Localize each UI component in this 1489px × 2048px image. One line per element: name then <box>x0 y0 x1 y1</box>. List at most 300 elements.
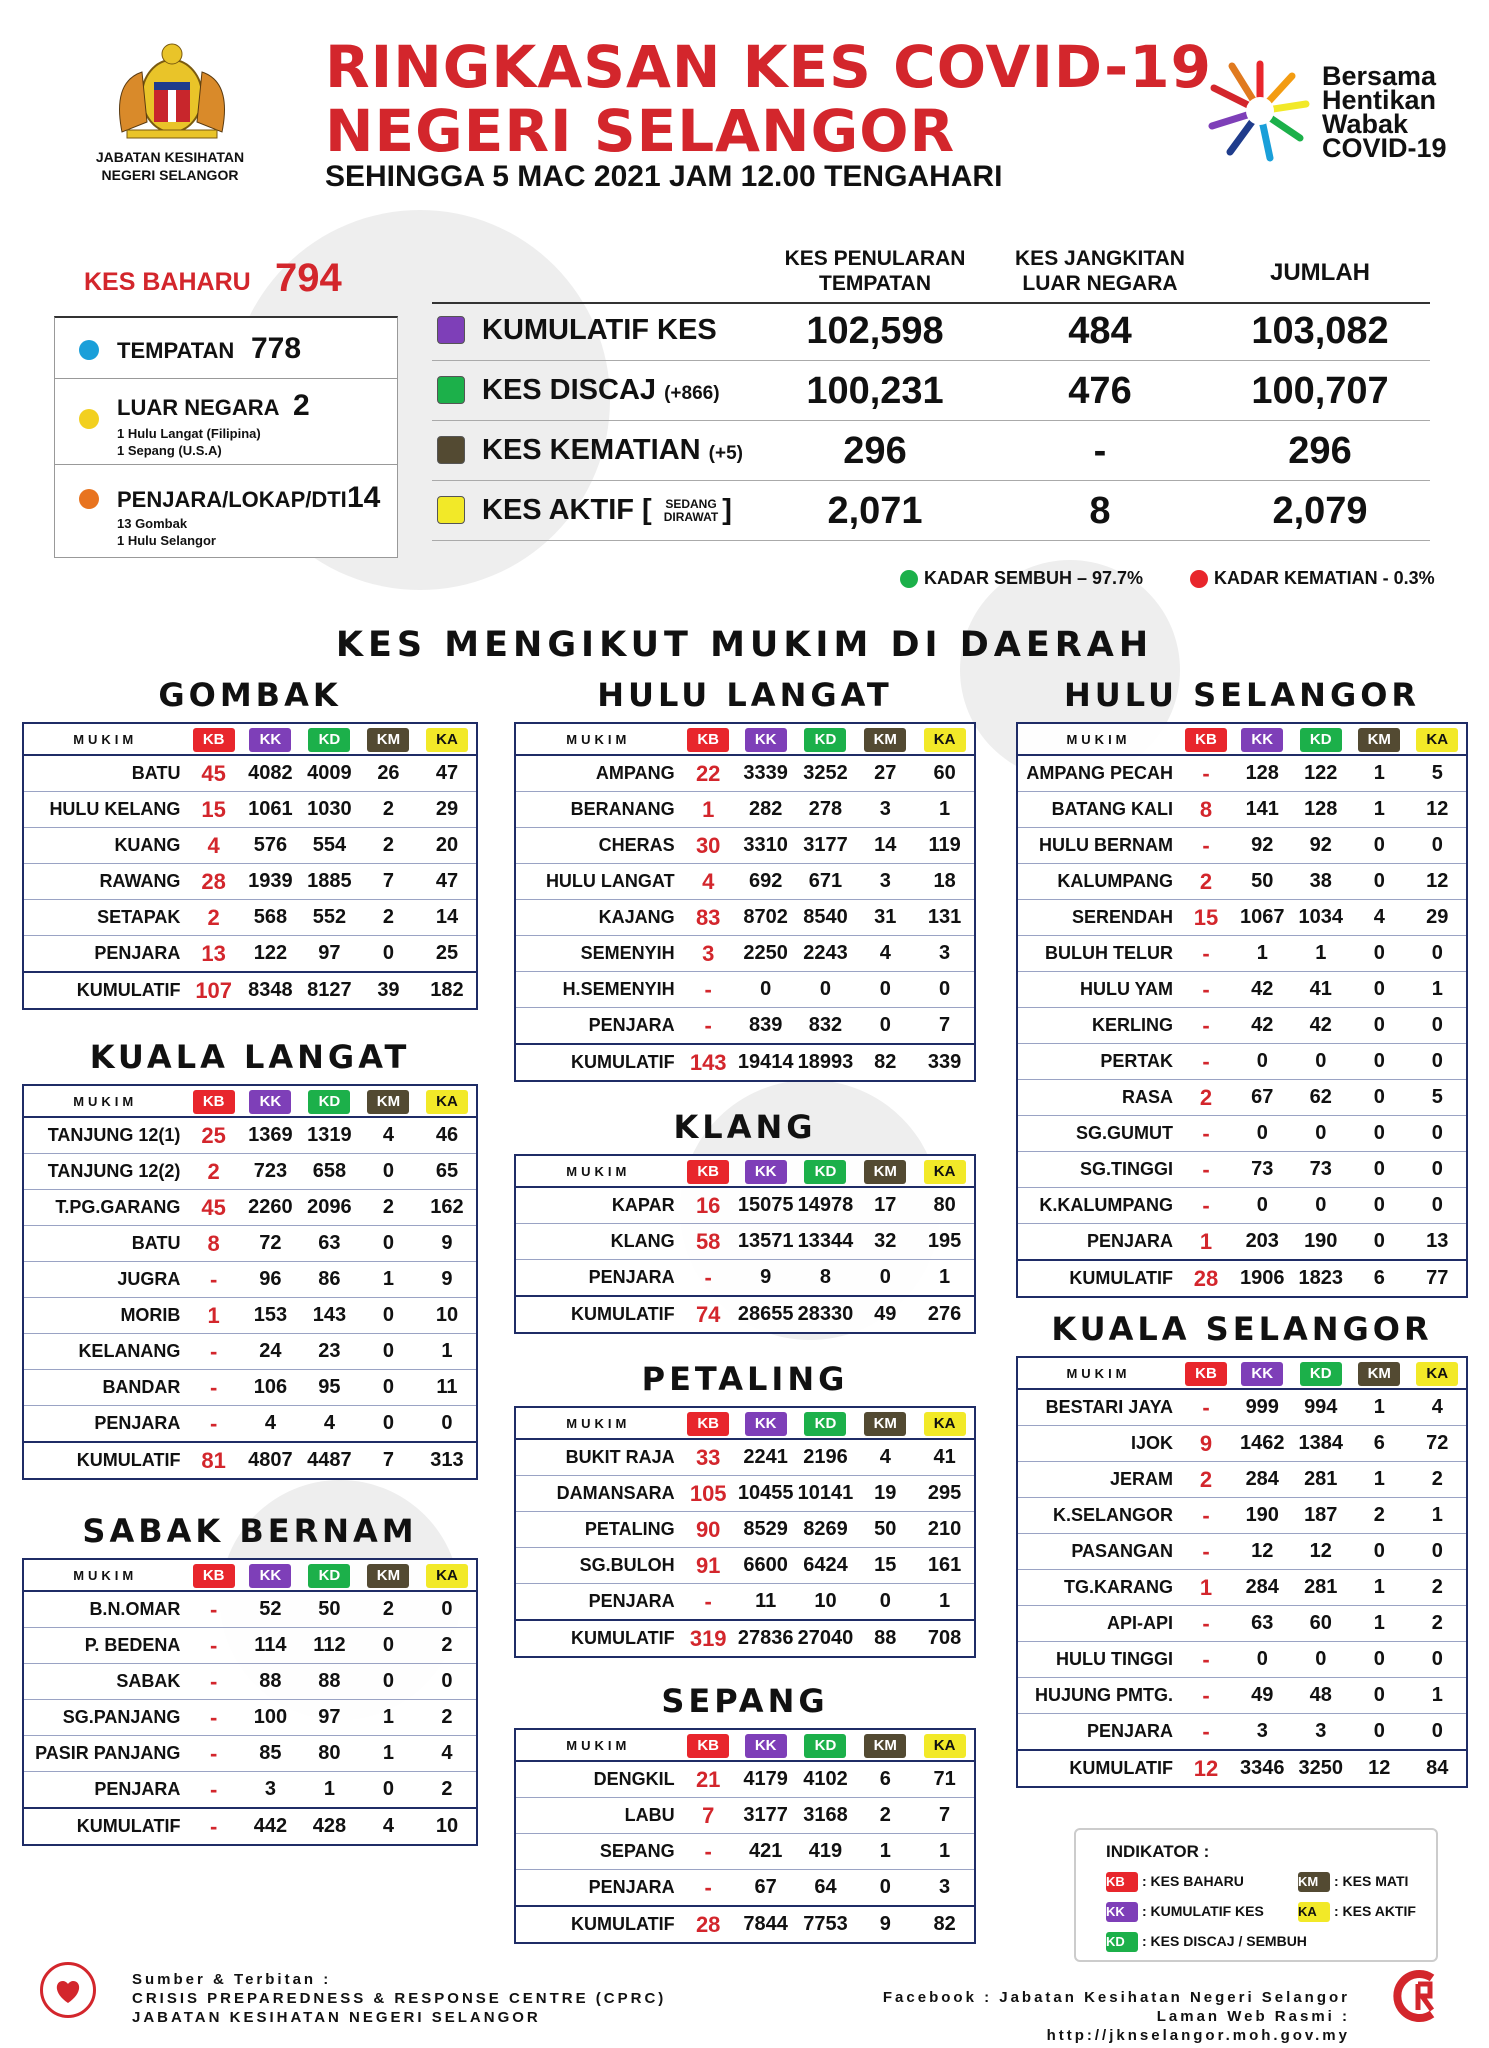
table-row <box>1017 1498 1467 1534</box>
mukim-name: KUMULATIF <box>1017 1260 1179 1297</box>
table-row <box>1017 936 1467 972</box>
value-km: 7 <box>359 1442 418 1479</box>
district-title: KUALA LANGAT <box>89 1038 411 1076</box>
value-ka: 0 <box>1409 936 1468 972</box>
header-kb: KB <box>193 728 235 752</box>
value-ka: 18 <box>915 864 975 900</box>
value-kb: 4 <box>186 828 240 864</box>
value-kd: 3168 <box>796 1798 856 1834</box>
total-row <box>23 1442 477 1479</box>
mukim-name: KAJANG <box>515 900 681 936</box>
total-row <box>515 1620 975 1657</box>
value-km: 6 <box>1350 1426 1409 1462</box>
table-row <box>515 1761 975 1798</box>
page-title-state: NEGERI SELANGOR <box>325 97 956 165</box>
mukim-name: PETALING <box>515 1512 681 1548</box>
total-row <box>23 972 477 1009</box>
mukim-name: KELANANG <box>23 1334 186 1370</box>
value-kk: 73 <box>1233 1152 1292 1188</box>
value-kk: 49 <box>1233 1678 1292 1714</box>
value-ka: 11 <box>418 1370 477 1406</box>
district-table <box>22 722 478 1010</box>
mukim-name: BESTARI JAYA <box>1017 1389 1179 1426</box>
mukim-name: PENJARA <box>23 936 186 973</box>
table-row <box>515 1548 975 1584</box>
value-kk: 9 <box>736 1260 796 1297</box>
value-kb: 13 <box>186 936 240 973</box>
imported-label: LUAR NEGARA <box>117 395 280 420</box>
blue-dot-icon <box>79 340 99 360</box>
summary-label-extra: (+5) <box>708 443 743 464</box>
value-kk: 1369 <box>241 1117 300 1154</box>
mukim-name: B.N.OMAR <box>23 1591 186 1628</box>
table-row <box>515 1008 975 1045</box>
header-kk: KK <box>1241 1362 1283 1386</box>
local-cases-box <box>54 316 398 381</box>
value-kb: - <box>681 1834 736 1870</box>
mukim-name: RASA <box>1017 1080 1179 1116</box>
value-ka: 71 <box>915 1761 975 1798</box>
value-ka: 131 <box>915 900 975 936</box>
value-kd: 92 <box>1292 828 1351 864</box>
table-row <box>23 1700 477 1736</box>
table-row <box>23 755 477 792</box>
header-kb: KB <box>1185 728 1227 752</box>
value-kd: 994 <box>1292 1389 1351 1426</box>
table-row <box>23 828 477 864</box>
value-kd: 97 <box>300 936 359 973</box>
imported-notes: 1 Hulu Langat (Filipina) 1 Sepang (U.S.A) <box>117 426 261 458</box>
value-ka: 0 <box>1409 1008 1468 1044</box>
value-kk: 723 <box>241 1154 300 1190</box>
value-kb: - <box>681 1584 736 1621</box>
value-km: 2 <box>855 1798 915 1834</box>
value-kb: - <box>1179 1389 1233 1426</box>
value-kd: 190 <box>1292 1224 1351 1261</box>
table-row <box>1017 1570 1467 1606</box>
local-label: TEMPATAN <box>117 338 235 363</box>
value-ka: 3 <box>915 1870 975 1907</box>
table-row <box>515 864 975 900</box>
value-kk: 4179 <box>736 1761 796 1798</box>
mukim-name: PENJARA <box>515 1870 681 1907</box>
value-kd: 281 <box>1292 1462 1351 1498</box>
value-kk: 2241 <box>736 1439 796 1476</box>
value-kb: - <box>681 1260 736 1297</box>
value-kb: 45 <box>186 755 240 792</box>
value-kk: 24 <box>241 1334 300 1370</box>
value-kd: 8 <box>796 1260 856 1297</box>
value-kd: 3250 <box>1292 1750 1351 1787</box>
value-km: 0 <box>359 1154 418 1190</box>
value-kd: 1823 <box>1292 1260 1351 1297</box>
value-km: 7 <box>359 864 418 900</box>
header-mukim: MUKIM <box>515 1155 681 1187</box>
value-km: 0 <box>359 1334 418 1370</box>
table-row <box>515 1584 975 1621</box>
value-kk: 96 <box>241 1262 300 1298</box>
mukim-name: K.KALUMPANG <box>1017 1188 1179 1224</box>
value-kb: 15 <box>1179 900 1233 936</box>
value-km: 4 <box>855 936 915 972</box>
value-kd: 1 <box>300 1772 359 1809</box>
header-kb: KB <box>687 1734 729 1758</box>
value-kb: 105 <box>681 1476 736 1512</box>
header-ka: KA <box>1416 1362 1458 1386</box>
mukim-name: AMPANG <box>515 755 681 792</box>
value-kb: - <box>1179 936 1233 972</box>
mukim-name: PENJARA <box>1017 1224 1179 1261</box>
value-ka: 0 <box>418 1406 477 1443</box>
value-km: 2 <box>1350 1498 1409 1534</box>
prison-label: PENJARA/LOKAP/DTI <box>117 487 347 512</box>
imported-cases-box <box>54 378 398 466</box>
value-kb: - <box>186 1406 240 1443</box>
value-kd: 88 <box>300 1664 359 1700</box>
mukim-name: TG.KARANG <box>1017 1570 1179 1606</box>
value-km: 1 <box>1350 1462 1409 1498</box>
value-kd: 1319 <box>300 1117 359 1154</box>
value-ka: 2 <box>418 1700 477 1736</box>
header-kb: KB <box>193 1090 235 1114</box>
value-kk: 42 <box>1233 1008 1292 1044</box>
summary-imported: 8 <box>1089 490 1111 532</box>
header-km: KM <box>367 728 409 752</box>
value-kb: 107 <box>186 972 240 1009</box>
value-km: 1 <box>359 1736 418 1772</box>
table-row <box>23 1628 477 1664</box>
value-kk: 0 <box>736 972 796 1008</box>
value-kd: 42 <box>1292 1008 1351 1044</box>
summary-label: KES KEMATIAN <box>482 434 701 466</box>
value-ka: 10 <box>418 1298 477 1334</box>
value-km: 0 <box>1350 1642 1409 1678</box>
value-kk: 1 <box>1233 936 1292 972</box>
value-kd: 3252 <box>796 755 856 792</box>
header-ka: KA <box>426 1090 468 1114</box>
header-kd: KD <box>804 1412 846 1436</box>
value-ka: 295 <box>915 1476 975 1512</box>
legend-km: KM : KES MATI <box>1298 1872 1408 1892</box>
value-km: 0 <box>855 1870 915 1907</box>
value-kd: 10141 <box>796 1476 856 1512</box>
value-km: 39 <box>359 972 418 1009</box>
value-ka: 0 <box>1409 1044 1468 1080</box>
header-kd: KD <box>804 728 846 752</box>
mukim-name: IJOK <box>1017 1426 1179 1462</box>
value-kb: 1 <box>1179 1224 1233 1261</box>
district-table <box>514 1154 976 1334</box>
district-table <box>22 1084 478 1480</box>
value-kd: 6424 <box>796 1548 856 1584</box>
value-kb: - <box>681 972 736 1008</box>
value-km: 6 <box>855 1761 915 1798</box>
legend-kb: KB : KES BAHARU <box>1106 1872 1244 1892</box>
value-kb: 28 <box>1179 1260 1233 1297</box>
value-kd: 2243 <box>796 936 856 972</box>
value-kb: 8 <box>186 1226 240 1262</box>
value-ka: 2 <box>418 1628 477 1664</box>
mukim-name: KERLING <box>1017 1008 1179 1044</box>
mukim-name: KUMULATIF <box>515 1296 681 1333</box>
campaign-logo-icon <box>1200 56 1320 166</box>
value-kb: - <box>1179 1008 1233 1044</box>
value-kk: 141 <box>1233 792 1292 828</box>
value-ka: 1 <box>418 1334 477 1370</box>
value-kd: 554 <box>300 828 359 864</box>
value-kd: 18993 <box>796 1044 856 1081</box>
value-ka: 9 <box>418 1226 477 1262</box>
value-kd: 4102 <box>796 1761 856 1798</box>
mukim-name: PENJARA <box>23 1772 186 1809</box>
value-kk: 284 <box>1233 1462 1292 1498</box>
value-kk: 67 <box>1233 1080 1292 1116</box>
table-row <box>515 828 975 864</box>
value-km: 0 <box>359 1370 418 1406</box>
imported-value: 2 <box>293 389 310 422</box>
value-km: 0 <box>855 1008 915 1045</box>
value-kb: 4 <box>681 864 736 900</box>
value-km: 0 <box>1350 1008 1409 1044</box>
value-kb: - <box>186 1628 240 1664</box>
value-kd: 1384 <box>1292 1426 1351 1462</box>
value-km: 15 <box>855 1548 915 1584</box>
mukim-name: TANJUNG 12(2) <box>23 1154 186 1190</box>
value-kd: 658 <box>300 1154 359 1190</box>
header-mukim: MUKIM <box>515 1407 681 1439</box>
value-km: 0 <box>1350 1080 1409 1116</box>
district-table <box>514 1728 976 1944</box>
value-ka: 1 <box>1409 972 1468 1008</box>
value-km: 4 <box>359 1117 418 1154</box>
header-kk: KK <box>745 1412 787 1436</box>
footer-source: Sumber & Terbitan : CRISIS PREPAREDNESS & RESPONSE CENTRE (CPRC) JABATAN KESIHATAN NEGERI SELANGOR <box>132 1971 667 2026</box>
value-kk: 190 <box>1233 1498 1292 1534</box>
page-title: RINGKASAN KES COVID-19 <box>325 33 1212 101</box>
header-km: KM <box>367 1090 409 1114</box>
district-title: HULU SELANGOR <box>1063 676 1421 714</box>
value-km: 6 <box>1350 1260 1409 1297</box>
mukim-name: KUMULATIF <box>23 1808 186 1845</box>
value-kd: 73 <box>1292 1152 1351 1188</box>
value-kb: 25 <box>186 1117 240 1154</box>
header-kk: KK <box>745 1734 787 1758</box>
legend-box <box>1074 1828 1438 1962</box>
mukim-name: SEMENYIH <box>515 936 681 972</box>
footer-links: Facebook : Jabatan Kesihatan Negeri Selangor Laman Web Rasmi : http://jknselangor.moh.gov.my <box>882 1989 1350 2044</box>
value-ka: 14 <box>418 900 477 936</box>
value-ka: 195 <box>915 1224 975 1260</box>
table-row <box>1017 1152 1467 1188</box>
value-ka: 25 <box>418 936 477 973</box>
mukim-name: HULU YAM <box>1017 972 1179 1008</box>
mukim-name: KUMULATIF <box>1017 1750 1179 1787</box>
value-kb: 21 <box>681 1761 736 1798</box>
value-kk: 1061 <box>241 792 300 828</box>
value-kk: 3177 <box>736 1798 796 1834</box>
summary-local: 2,071 <box>827 490 923 532</box>
value-km: 9 <box>855 1906 915 1943</box>
local-value: 778 <box>251 332 302 365</box>
kkm-logo-icon <box>40 1962 96 2018</box>
header-mukim: MUKIM <box>1017 1357 1179 1389</box>
table-header-row <box>1017 1357 1467 1389</box>
table-row <box>23 1406 477 1443</box>
header-kb: KB <box>193 1564 235 1588</box>
value-km: 0 <box>359 1226 418 1262</box>
value-kb: 33 <box>681 1439 736 1476</box>
value-kk: 0 <box>1233 1642 1292 1678</box>
value-kk: 3 <box>241 1772 300 1809</box>
value-kd: 4009 <box>300 755 359 792</box>
table-row <box>23 900 477 936</box>
value-km: 14 <box>855 828 915 864</box>
mukim-name: SABAK <box>23 1664 186 1700</box>
table-row <box>1017 1606 1467 1642</box>
mukim-name: SEPANG <box>515 1834 681 1870</box>
value-ka: 0 <box>1409 1642 1468 1678</box>
mukim-name: PENJARA <box>23 1406 186 1443</box>
value-kb: - <box>1179 1188 1233 1224</box>
total-row <box>23 1808 477 1845</box>
value-ka: 0 <box>1409 1116 1468 1152</box>
value-kd: 7753 <box>796 1906 856 1943</box>
green-dot-icon <box>900 570 918 588</box>
value-kd: 48 <box>1292 1678 1351 1714</box>
table-row <box>23 1117 477 1154</box>
value-km: 0 <box>359 1664 418 1700</box>
value-kd: 128 <box>1292 792 1351 828</box>
value-km: 3 <box>855 792 915 828</box>
summary-row: KES AKTIF [ SEDANG DIRAWAT ] 2,071 8 2,079 <box>432 482 1430 541</box>
district-title: GOMBAK <box>158 676 342 714</box>
value-kk: 128 <box>1233 755 1292 792</box>
table-row <box>515 1476 975 1512</box>
table-row <box>1017 972 1467 1008</box>
value-kb: - <box>1179 1642 1233 1678</box>
value-kd: 2096 <box>300 1190 359 1226</box>
table-row <box>23 1772 477 1809</box>
table-row <box>515 1798 975 1834</box>
header-ka: KA <box>1416 728 1458 752</box>
value-kd: 0 <box>1292 1116 1351 1152</box>
value-ka: 1 <box>915 1260 975 1297</box>
table-row <box>515 1870 975 1907</box>
table-header-row <box>515 723 975 755</box>
value-kk: 2260 <box>241 1190 300 1226</box>
value-ka: 210 <box>915 1512 975 1548</box>
header-kk: KK <box>745 1160 787 1184</box>
value-kd: 10 <box>796 1584 856 1621</box>
district-table <box>514 1406 976 1658</box>
table-row <box>23 1226 477 1262</box>
summary-row <box>432 362 1430 421</box>
value-kk: 72 <box>241 1226 300 1262</box>
value-kb: 1 <box>1179 1570 1233 1606</box>
mukim-name: HUJUNG PMTG. <box>1017 1678 1179 1714</box>
summary-imported: - <box>1093 430 1107 472</box>
value-kb: - <box>1179 1714 1233 1751</box>
mukim-name: PASANGAN <box>1017 1534 1179 1570</box>
table-row <box>1017 1188 1467 1224</box>
header-kd: KD <box>804 1734 846 1758</box>
value-ka: 29 <box>418 792 477 828</box>
value-kb: - <box>186 1664 240 1700</box>
header-ka: KA <box>426 1564 468 1588</box>
value-ka: 82 <box>915 1906 975 1943</box>
header-km: KM <box>864 728 906 752</box>
value-kb: 319 <box>681 1620 736 1657</box>
value-kd: 95 <box>300 1370 359 1406</box>
summary-total: 100,707 <box>1251 370 1389 412</box>
value-kd: 419 <box>796 1834 856 1870</box>
header-imported: KES JANGKITAN LUAR NEGARA <box>1015 247 1185 295</box>
value-ka: 0 <box>1409 1152 1468 1188</box>
value-kk: 50 <box>1233 864 1292 900</box>
value-ka: 1 <box>915 1584 975 1621</box>
summary-label: KES DISCAJ <box>482 374 657 406</box>
value-kd: 278 <box>796 792 856 828</box>
mukim-name: KUMULATIF <box>23 972 186 1009</box>
mukim-name: DAMANSARA <box>515 1476 681 1512</box>
value-ka: 0 <box>418 1591 477 1628</box>
value-kd: 832 <box>796 1008 856 1045</box>
value-km: 0 <box>359 1298 418 1334</box>
value-kk: 114 <box>241 1628 300 1664</box>
value-ka: 77 <box>1409 1260 1468 1297</box>
red-dot-icon <box>1190 570 1208 588</box>
value-km: 0 <box>855 1584 915 1621</box>
value-kk: 3 <box>1233 1714 1292 1751</box>
value-kk: 88 <box>241 1664 300 1700</box>
table-row <box>23 1591 477 1628</box>
summary-row <box>432 302 1430 361</box>
mukim-name: SG.BULOH <box>515 1548 681 1584</box>
value-kk: 42 <box>1233 972 1292 1008</box>
mukim-name: TANJUNG 12(1) <box>23 1117 186 1154</box>
value-kk: 8702 <box>736 900 796 936</box>
value-ka: 313 <box>418 1442 477 1479</box>
value-kk: 63 <box>1233 1606 1292 1642</box>
value-kk: 12 <box>1233 1534 1292 1570</box>
value-kb: - <box>1179 755 1233 792</box>
value-ka: 29 <box>1409 900 1468 936</box>
value-kk: 1906 <box>1233 1260 1292 1297</box>
section-title: KES MENGIKUT MUKIM DI DAERAH <box>335 625 1154 665</box>
table-row <box>1017 1426 1467 1462</box>
mukim-name: CHERAS <box>515 828 681 864</box>
agency-name: JABATAN KESIHATAN NEGERI SELANGOR <box>95 149 245 183</box>
value-kb: - <box>186 1334 240 1370</box>
value-kk: 0 <box>1233 1116 1292 1152</box>
value-kk: 7844 <box>736 1906 796 1943</box>
value-kk: 52 <box>241 1591 300 1628</box>
value-kd: 1034 <box>1292 900 1351 936</box>
value-ka: 60 <box>915 755 975 792</box>
legend-title: INDIKATOR : <box>1106 1842 1210 1861</box>
value-kk: 282 <box>736 792 796 828</box>
value-km: 2 <box>359 1190 418 1226</box>
value-kd: 62 <box>1292 1080 1351 1116</box>
summary-imported: 484 <box>1068 310 1132 352</box>
value-ka: 1 <box>1409 1678 1468 1714</box>
value-kd: 4487 <box>300 1442 359 1479</box>
death-rate: KADAR KEMATIAN - 0.3% <box>1214 568 1435 588</box>
value-kb: 2 <box>1179 1080 1233 1116</box>
value-ka: 0 <box>1409 1188 1468 1224</box>
value-km: 0 <box>359 1406 418 1443</box>
value-km: 1 <box>1350 1389 1409 1426</box>
